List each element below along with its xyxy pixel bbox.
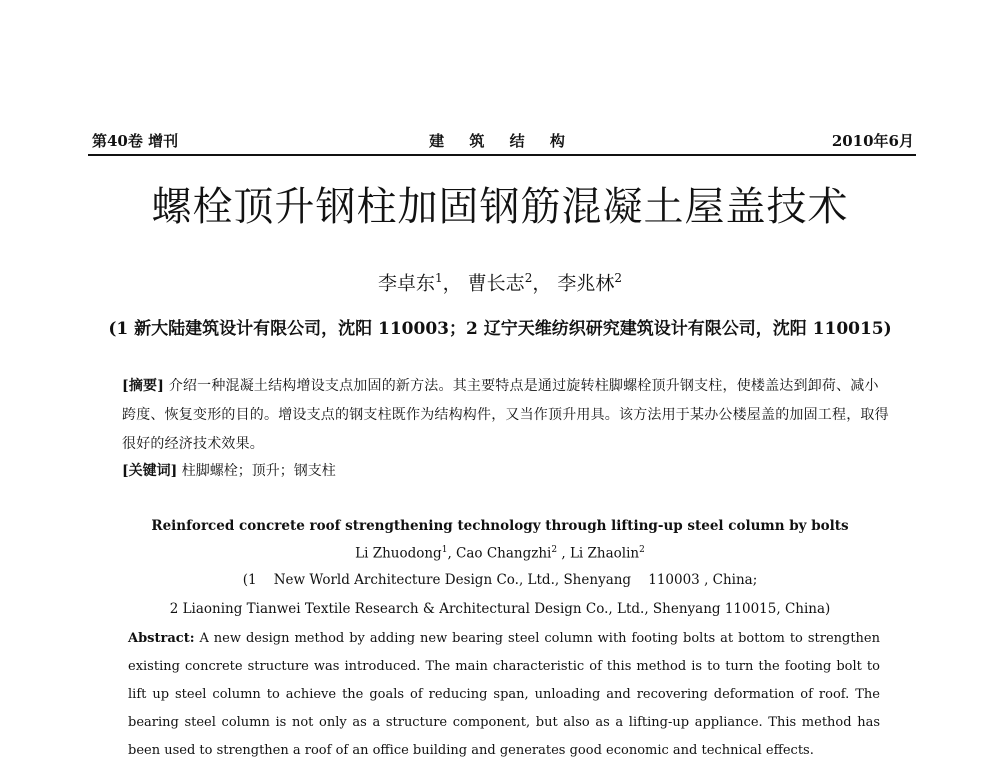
journal-volume: 第40卷 增刊 (92, 132, 179, 150)
affiliations-cn: (1 新大陆建筑设计有限公司，沈阳 110003；2 辽宁天维纺织研究建筑设计有限公司，沈阳 110015) (108, 319, 892, 339)
affiliation-en-2: 2 Liaoning Tianwei Textile Research & Architectural Design Co., Ltd., Shenyang 110015, China) (169, 601, 831, 617)
author-affiliation-mark-en: 2 (551, 545, 558, 555)
author-name-en: , Li Zhaolin (557, 545, 640, 562)
abstract-en-text: A new design method by adding new bearing steel column with footing bolts at bottom to strengthen existing concrete structure was introduced. The main characteristic of this method is to turn the footing bolt to lift up steel column to achieve the goals of reducing span, unloading and recovering deformation of roof. The bearing steel column is not only as a structure component, but also as a lifting-up appliance. This method has been used to strengthen a roof of an office building and generates good economic and technical effects. (128, 631, 880, 758)
abstract-en (128, 625, 880, 765)
author-name: 曹长志 (467, 272, 525, 295)
author-name: 李卓东 (377, 272, 435, 295)
abstract-cn-label: [摘要] (122, 378, 165, 394)
author-affiliation-mark-en: 2 (639, 545, 645, 555)
publication-date: 2010年6月 (831, 132, 914, 150)
abstract-cn (122, 372, 892, 459)
author-separator: ， (532, 272, 552, 295)
keywords-cn-label: [关键词] (122, 463, 178, 479)
authors-en (0, 541, 1000, 563)
abstract-cn-text: 介绍一种混凝土结构增设支点加固的新方法。其主要特点是通过旋转柱脚螺栓顶升钢支柱，使楼盖达到卸荷、减小跨度、恢复变形的目的。增设支点的钢支柱既作为结构构件，又当作顶升用具。该方法用于某办公楼屋盖的加固工程，取得很好的经济技术效果。 (122, 378, 889, 452)
authors-cn (0, 266, 1000, 295)
author-name: 李兆林 (557, 272, 615, 295)
abstract-en-label: Abstract: (128, 631, 195, 646)
running-header (88, 132, 916, 156)
author-affiliation-mark: 1 (434, 271, 443, 285)
keywords-cn-text: 柱脚螺栓；顶升；钢支柱 (177, 463, 336, 479)
author-affiliation-mark-en: 1 (441, 545, 448, 555)
paper-title-en: Reinforced concrete roof strengthening technology through lifting-up steel column by bolts (151, 518, 849, 534)
author-affiliation-mark: 2 (524, 271, 533, 285)
journal-name: 建 筑 结 构 (429, 132, 575, 150)
keywords-cn (122, 459, 892, 483)
author-affiliation-mark: 2 (614, 271, 623, 285)
affiliation-en-1: (1 New World Architecture Design Co., Ltd., Shenyang 110003 , China; (242, 572, 758, 588)
author-name-en: Li Zhuodong (355, 545, 442, 562)
author-separator: ， (442, 272, 462, 295)
paper-title: 螺栓顶升钢柱加固钢筋混凝土屋盖技术 (151, 184, 849, 230)
author-name-en: , Cao Changzhi (447, 545, 552, 562)
